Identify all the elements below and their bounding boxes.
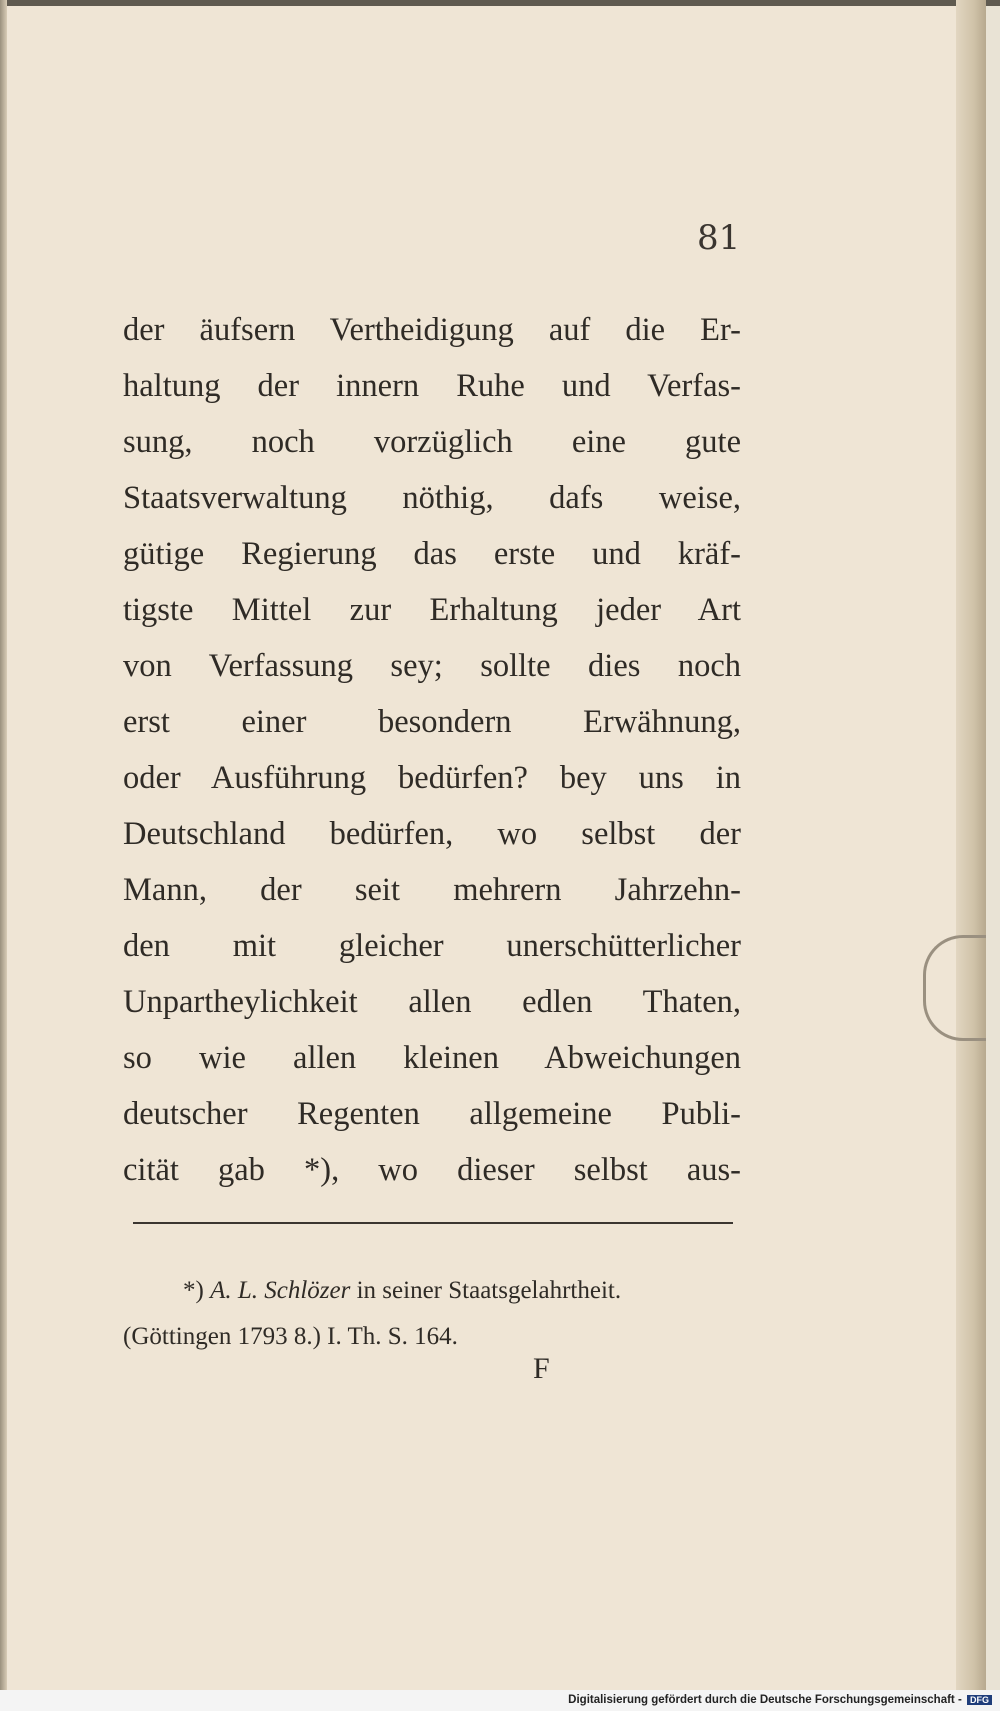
footnote-line bbox=[123, 1268, 743, 1314]
text-line: cität gab *), wo dieser selbst aus- bbox=[123, 1152, 741, 1188]
text-line: Deutschland bedürfen, wo selbst der bbox=[123, 816, 741, 852]
page-edge-shadow bbox=[956, 0, 986, 1690]
page-tab-mark bbox=[923, 935, 986, 1041]
text-line: der äufsern Vertheidigung auf die Er- bbox=[123, 312, 741, 348]
text-line: Staatsverwaltung nöthig, dafs weise, bbox=[123, 480, 741, 516]
text-line: deutscher Regenten allgemeine Publi- bbox=[123, 1096, 741, 1132]
page-number: 81 bbox=[697, 218, 741, 258]
footnote-rule bbox=[133, 1222, 733, 1224]
footnote bbox=[123, 1268, 743, 1360]
binding-edge bbox=[0, 0, 7, 1690]
text-line: tigste Mittel zur Erhaltung jeder Art bbox=[123, 592, 741, 628]
footnote-text: in seiner Staatsgelahrtheit. bbox=[356, 1277, 622, 1304]
text-line: Unpartheylichkeit allen edlen Thaten, bbox=[123, 984, 741, 1020]
text-line: von Verfassung sey; sollte dies noch bbox=[123, 648, 741, 684]
text-line: Mann, der seit mehrern Jahrzehn- bbox=[123, 872, 741, 908]
scan-top-border bbox=[0, 0, 1000, 6]
dfg-logo: DFG bbox=[967, 1695, 992, 1705]
credit-text: Digitalisierung gefördert durch die Deutsche Forschungsgemeinschaft - bbox=[568, 1694, 962, 1706]
footnote-author: A. L. Schlözer bbox=[210, 1277, 351, 1304]
text-line: oder Ausführung bedürfen? bey uns in bbox=[123, 760, 741, 796]
footnote-marker: *) bbox=[183, 1277, 204, 1304]
digitization-credit bbox=[568, 1694, 992, 1706]
body-text bbox=[123, 302, 741, 1198]
signature-mark: F bbox=[533, 1352, 550, 1385]
text-line: haltung der innern Ruhe und Verfas- bbox=[123, 368, 741, 404]
text-line: den mit gleicher unerschütterlicher bbox=[123, 928, 741, 964]
text-line: so wie allen kleinen Abweichungen bbox=[123, 1040, 741, 1076]
text-line: erst einer besondern Erwähnung, bbox=[123, 704, 741, 740]
footnote-line: (Göttingen 1793 8.) I. Th. S. 164. bbox=[123, 1323, 458, 1350]
text-line: sung, noch vorzüglich eine gute bbox=[123, 424, 741, 460]
text-line: gütige Regierung das erste und kräf- bbox=[123, 536, 741, 572]
